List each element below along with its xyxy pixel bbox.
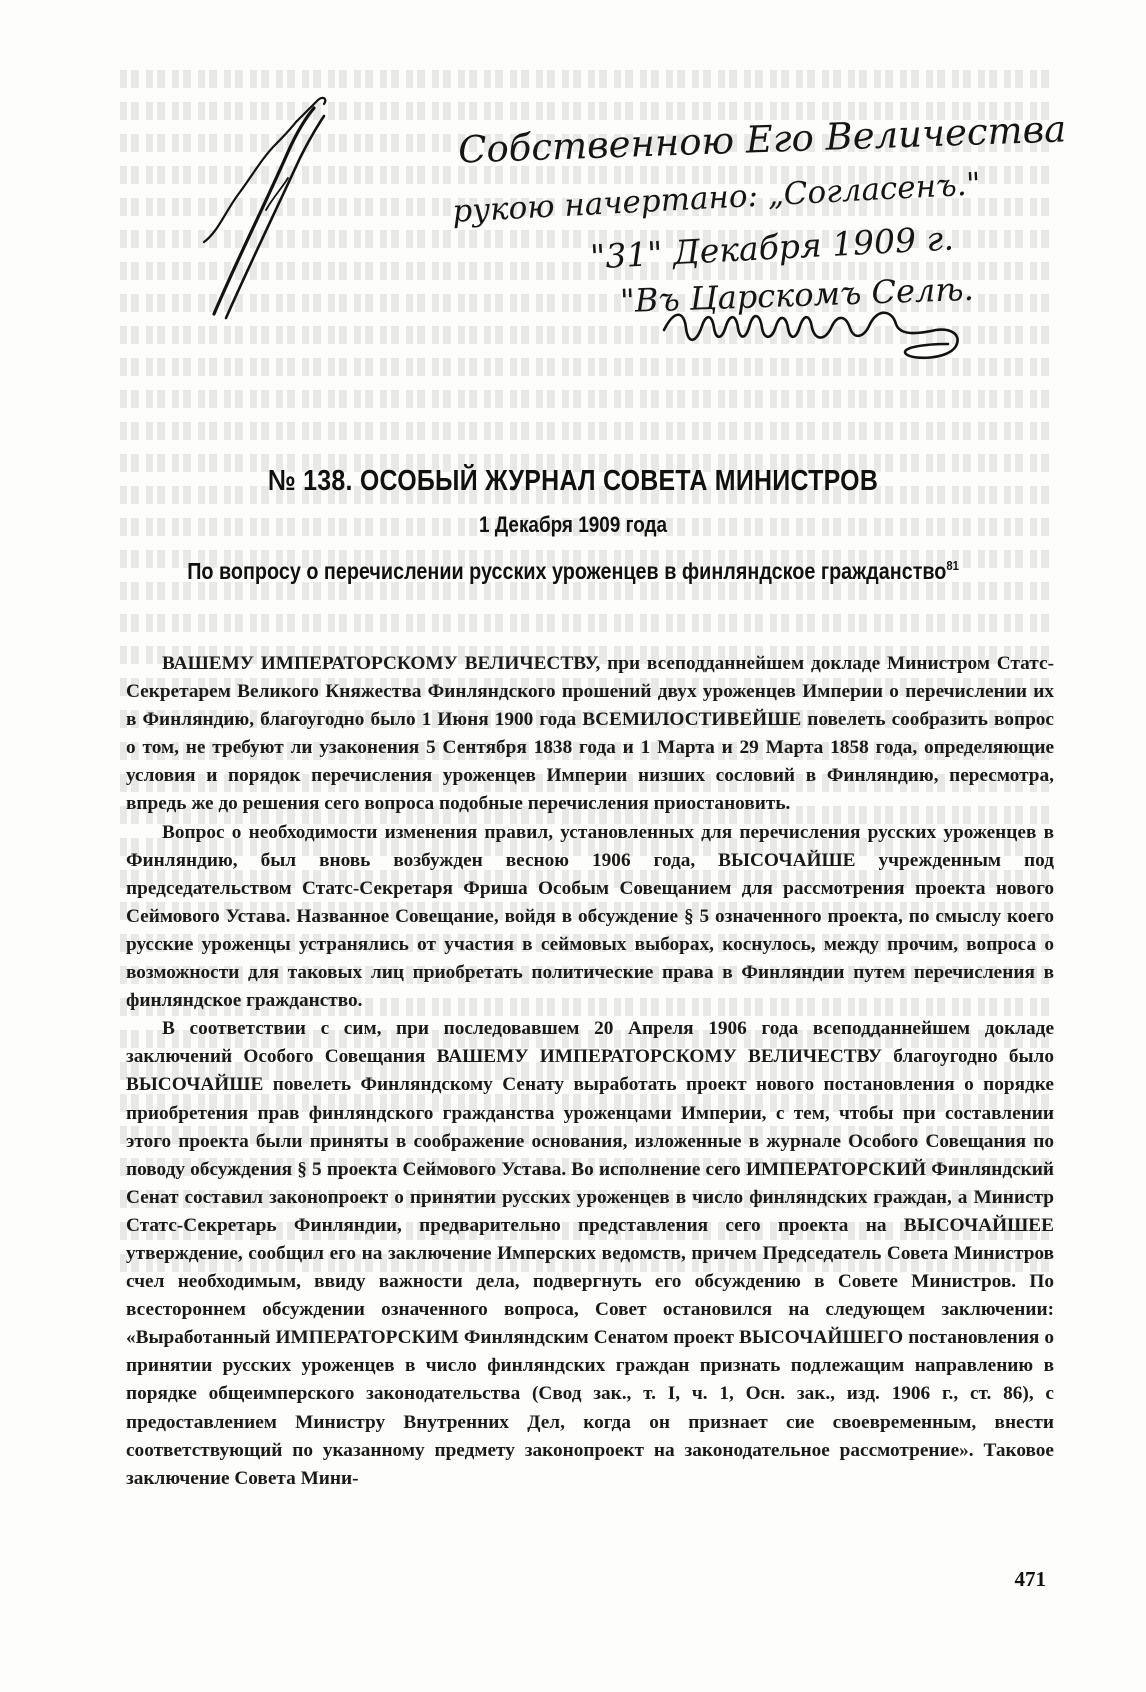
document-body	[126, 650, 1054, 1493]
paragraph: Вопрос о необходимости изменения правил, установленных для перечисления русских уроженцев в Финляндию, был вновь возбужден весною 1906 года, ВЫСОЧАЙШЕ учрежденным под председательством Статс-Секретаря Фриша Особым Совещанием для рассмотрения проекта нового Сеймового Устава. Названное Совещание, войдя в обсуждение § 5 означенного проекта, по смыслу коего русские уроженцы устранялись от участия в сеймовых выборах, коснулось, между прочим, вопроса о возможности для таковых лиц приобретать политические права в Финляндии путем перечисления в финляндское гражданство.	[126, 821, 1054, 1012]
footnote-mark: 81	[946, 558, 959, 573]
handwritten-line: "Въ Царскомъ Селѣ.	[619, 269, 975, 321]
handwritten-signature	[660, 300, 970, 370]
page-number: 471	[1014, 1567, 1046, 1591]
paragraph: ВАШЕМУ ИМПЕРАТОРСКОМУ ВЕЛИЧЕСТВУ, при всеподданнейшем докладе Министром Статс-Секретарем Великого Княжества Финляндского прошений двух уроженцев Империи о перечислении их в Финляндию, благоугодно было 1 Июня 1900 года ВСЕМИЛОСТИВЕЙШЕ повелеть сообразить вопрос о том, не требуют ли узаконения 5 Сентября 1838 года и 1 Марта и 29 Марта 1858 года, определяющие условия и порядок перечисления уроженцев Империи низших сословий в Финляндию, пересмотра, впредь же до решения сего вопроса подобные перечисления приостановить.	[126, 653, 1054, 815]
subtitle-text: По вопросу о перечислении русских уроженцев в финляндское гражданство	[187, 558, 947, 584]
handwritten-line: "31" Декабря 1909 г.	[589, 218, 955, 277]
handwritten-line: рукою начертано: „Согласенъ."	[451, 166, 982, 230]
document-subtitle	[80, 558, 1066, 585]
paragraph: В соответствии с сим, при последовавшем 20 Апреля 1906 года всеподданнейшем докладе заключений Особого Совещания ВАШЕМУ ИМПЕРАТОРСКОМУ ВЕЛИЧЕСТВУ благоугодно было ВЫСОЧАЙШЕ повелеть Финляндскому Сенату выработать проект нового постановления о порядке приобретения прав финляндского гражданства уроженцами Империи, с тем, чтобы при составлении этого проекта были приняты в соображение основания, изложенные в журнале Особого Совещания по поводу обсуждения § 5 проекта Сеймового Устава. Во исполнение сего ИМПЕРАТОРСКИЙ Финляндский Сенат составил законопроект о принятии русских уроженцев в число финляндских граждан, а Министр Статс-Секретарь Финляндии, предварительно представления сего проекта на ВЫСОЧАЙШЕЕ утверждение, сообщил его на заключение Имперских ведомств, причем Председатель Совета Министров счел необходимым, ввиду важности дела, подвергнуть его обсуждению в Совете Министров. По всестороннем обсуждении означенного вопроса, Совет остановился на следующем заключении: «Выработанный ИМПЕРАТОРСКИМ Финляндским Сенатом проект ВЫСОЧАЙШЕГО постановления о принятии русских уроженцев в число финляндских граждан признать подлежащим направлению в порядке общеимперского законодательства (Свод зак., т. I, ч. 1, Осн. зак., изд. 1906 г., ст. 86), с предоставлением Министру Внутренних Дел, когда он признает сие своевременным, внести соответствующий по указанному предмету законопроект на законодательное рассмотрение». Таковое заключение Совета Мини-	[126, 1018, 1054, 1489]
document-title: № 138. ОСОБЫЙ ЖУРНАЛ СОВЕТА МИНИСТРОВ	[267, 465, 879, 497]
document-date: 1 Декабря 1909 года	[478, 512, 668, 537]
handwritten-line: Собственною Его Величества	[457, 107, 1067, 172]
